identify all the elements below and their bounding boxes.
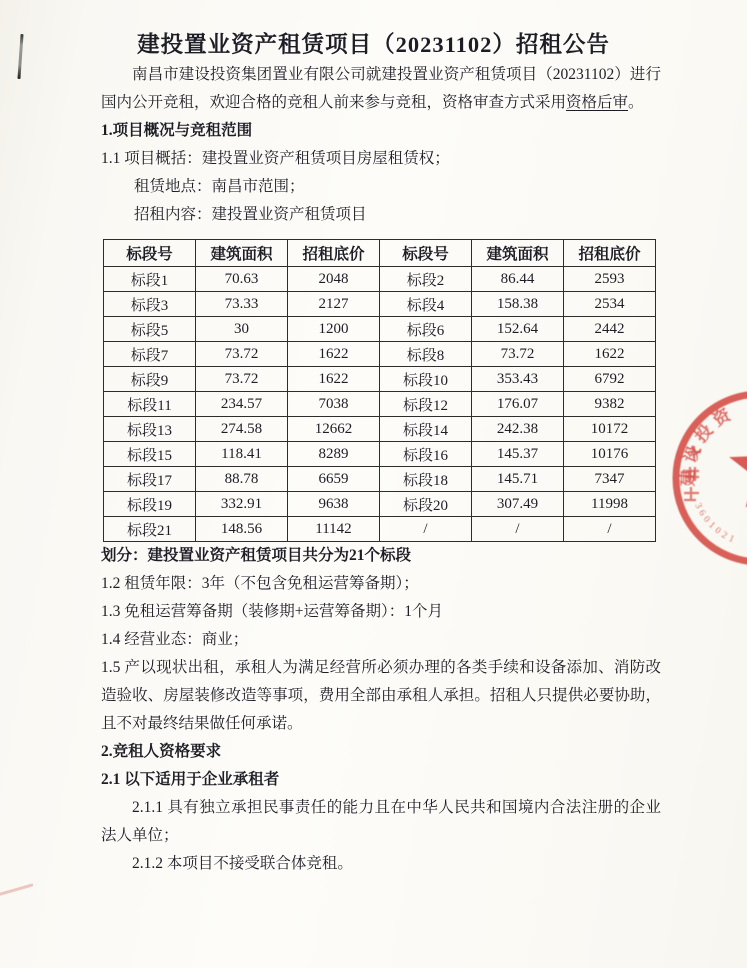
table-header-row [104, 240, 656, 267]
table-row [104, 467, 656, 492]
table-cell: 标段4 [380, 292, 472, 317]
bid-sections-table [103, 239, 656, 542]
table-row [104, 517, 656, 542]
stamp-arc-text: 建设投资 [678, 402, 739, 487]
table-cell: 11142 [288, 517, 380, 542]
item-1-5: 1.5 产以现状出租，承租人为满足经营所必须办理的各类手续和设备添加、消防改造验收、房屋装修改造等事项，费用全部由承租人承担。招租人只提供必要协助，且不对最终结果做任何承诺。 [101, 659, 661, 732]
table-cell: 2127 [288, 292, 380, 317]
table-cell: 1622 [564, 342, 656, 367]
table-cell: 标段7 [104, 342, 196, 367]
table-header-cell: 招租底价 [288, 240, 380, 267]
division-line: 划分：建投置业资产租赁项目共分为21个标段 [101, 547, 412, 564]
table-cell: 标段14 [380, 417, 472, 442]
table-cell: / [380, 517, 472, 542]
table-cell: 标段6 [380, 317, 472, 342]
table-cell: 标段13 [104, 417, 196, 442]
table-cell: 标段19 [104, 492, 196, 517]
official-seal-stamp [657, 383, 747, 583]
lease-content-line: 招租内容：建投置业资产租赁项目 [134, 206, 367, 223]
table-cell: 标段21 [104, 517, 196, 542]
table-cell: 10176 [564, 442, 656, 467]
lease-location-line: 租赁地点：南昌市范围； [134, 178, 305, 195]
table-cell: 标段18 [380, 467, 472, 492]
table-cell: 2442 [564, 317, 656, 342]
table-cell: 标段16 [380, 442, 472, 467]
table-cell: 7347 [564, 467, 656, 492]
table-cell: 73.72 [196, 342, 288, 367]
scan-artifact-red-streak [0, 883, 34, 897]
table-cell: 10172 [564, 417, 656, 442]
table-cell: 9382 [564, 392, 656, 417]
intro-paragraph [101, 61, 661, 117]
table-header-cell: 建筑面积 [196, 240, 288, 267]
table-cell: 152.64 [472, 317, 564, 342]
table-cell: 9638 [288, 492, 380, 517]
table-cell: 307.49 [472, 492, 564, 517]
item-1-4: 1.4 经营业态：商业； [101, 631, 249, 648]
item-1-1: 1.1 项目概括：建投置业资产租赁项目房屋租赁权； [101, 150, 450, 167]
table-cell: 2534 [564, 292, 656, 317]
table-cell: 145.71 [472, 467, 564, 492]
table-row [104, 442, 656, 467]
table-cell: 8289 [288, 442, 380, 467]
table-row [104, 342, 656, 367]
table-cell: 2593 [564, 267, 656, 292]
table-cell: 标段5 [104, 317, 196, 342]
intro-text: 南昌市建设投资集团置业有限公司就建投置业资产租赁项目（20231102）进行国内公开竞租，欢迎合格的竞租人前来参与竞租，资格审查方式采用 [101, 66, 661, 111]
table-header-cell: 标段号 [380, 240, 472, 267]
table-row [104, 417, 656, 442]
table-cell: 12662 [288, 417, 380, 442]
table-cell: 242.38 [472, 417, 564, 442]
item-1-2: 1.2 租赁年限：3年（不包含免租运营筹备期）； [101, 575, 419, 592]
table-cell: 332.91 [196, 492, 288, 517]
table-cell: 6659 [288, 467, 380, 492]
table-cell: 88.78 [196, 467, 288, 492]
table-cell: 标段9 [104, 367, 196, 392]
stamp-code-digits: 3601021 [692, 501, 739, 547]
table-row [104, 392, 656, 417]
table-cell: 73.72 [472, 342, 564, 367]
table-row [104, 292, 656, 317]
section-1-heading: 1.项目概况与竞租范围 [101, 122, 253, 139]
table-row [104, 267, 656, 292]
table-cell: 标段17 [104, 467, 196, 492]
stamp-star-icon [729, 426, 747, 507]
item-2-1: 2.1 以下适用于企业承租者 [101, 771, 280, 788]
table-cell: 标段11 [104, 392, 196, 417]
table-cell: 73.33 [196, 292, 288, 317]
table-cell: 148.56 [196, 517, 288, 542]
table-cell: 标段15 [104, 442, 196, 467]
table-header-cell: 建筑面积 [472, 240, 564, 267]
table-cell: 70.63 [196, 267, 288, 292]
table-cell: 标段12 [380, 392, 472, 417]
table-cell: 标段8 [380, 342, 472, 367]
table-cell: 11998 [564, 492, 656, 517]
table-cell: / [472, 517, 564, 542]
table-cell: 30 [196, 317, 288, 342]
table-cell: 标段10 [380, 367, 472, 392]
table-cell: 7038 [288, 392, 380, 417]
table-header-cell: 招租底价 [564, 240, 656, 267]
table-cell: 73.72 [196, 367, 288, 392]
item-2-1-1: 2.1.1 具有独立承担民事责任的能力且在中华人民共和国境内合法注册的企业法人单位； [101, 799, 661, 844]
table-cell: 2048 [288, 267, 380, 292]
section-2-heading: 2.竞租人资格要求 [101, 743, 222, 760]
table-row [104, 317, 656, 342]
table-cell: 1622 [288, 342, 380, 367]
table-row [104, 367, 656, 392]
table-cell: 234.57 [196, 392, 288, 417]
table-cell: 274.58 [196, 417, 288, 442]
item-1-3: 1.3 免租运营筹备期（装修期+运营筹备期）：1个月 [101, 603, 443, 620]
table-cell: 353.43 [472, 367, 564, 392]
page-title: 建投置业资产租赁项目（20231102）招租公告 [137, 32, 610, 57]
table-row [104, 492, 656, 517]
table-header-cell: 标段号 [104, 240, 196, 267]
table-cell: 标段1 [104, 267, 196, 292]
table-cell: 86.44 [472, 267, 564, 292]
table-cell: 标段20 [380, 492, 472, 517]
intro-text-end: 。 [628, 94, 644, 111]
document-body [0, 59, 747, 878]
table-cell: 118.41 [196, 442, 288, 467]
table-cell: 176.07 [472, 392, 564, 417]
table-cell: / [564, 517, 656, 542]
table-cell: 158.38 [472, 292, 564, 317]
item-2-1-2: 2.1.2 本项目不接受联合体竞租。 [132, 855, 353, 872]
table-cell: 1200 [288, 317, 380, 342]
table-cell: 1622 [288, 367, 380, 392]
table-cell: 标段3 [104, 292, 196, 317]
underlined-phrase: 资格后审 [566, 94, 629, 111]
table-cell: 6792 [564, 367, 656, 392]
table-cell: 145.37 [472, 442, 564, 467]
table-cell: 标段2 [380, 267, 472, 292]
